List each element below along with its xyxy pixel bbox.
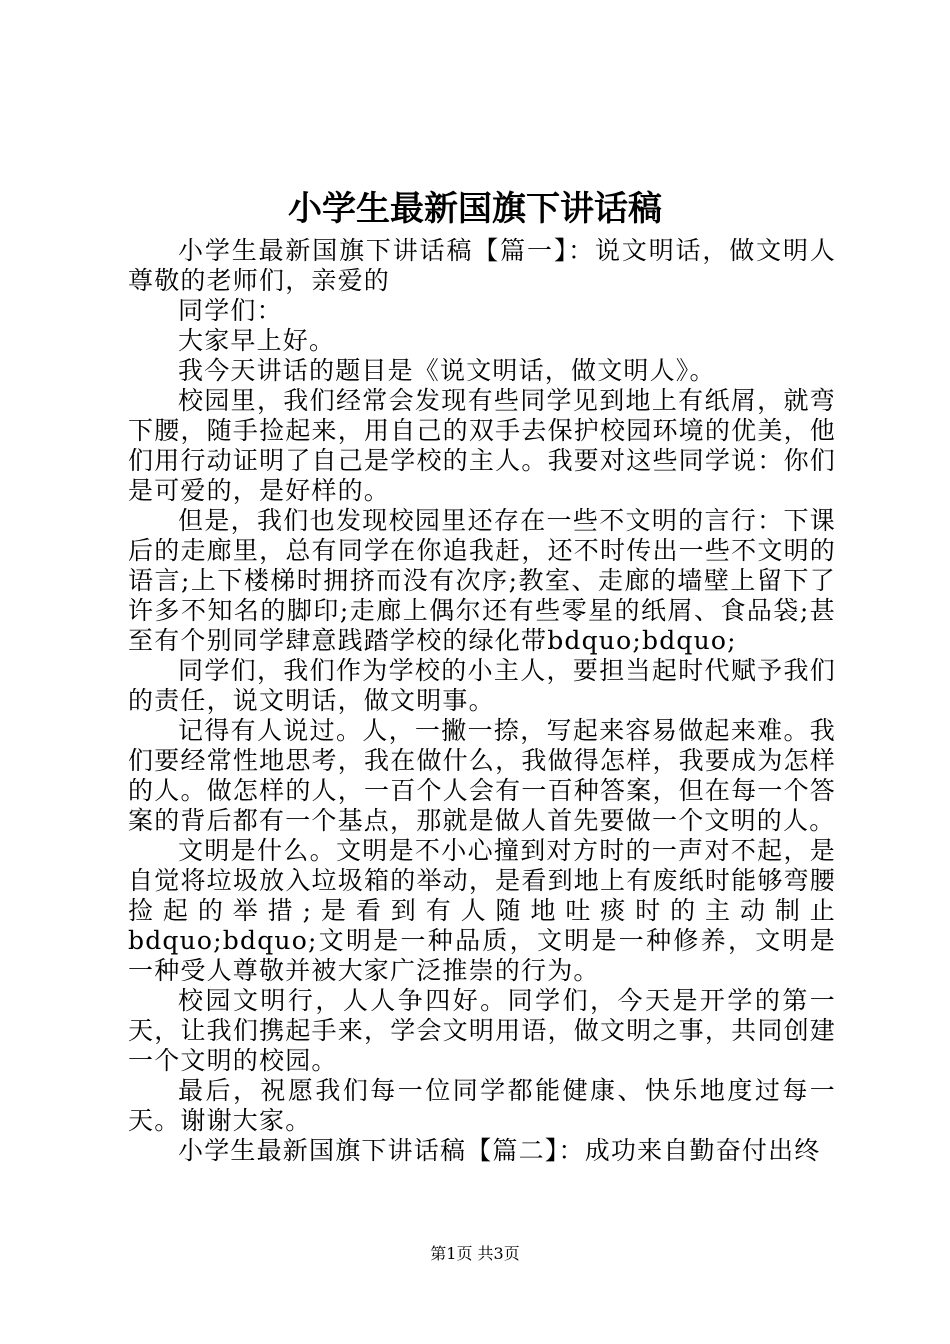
paragraph-8: 记得有人说过。人，一撇一捺，写起来容易做起来难。我们要经常性地思考，我在做什么，我做得怎样，我要成为怎样的人。做怎样的人，一百个人会有一百种答案，但在每一个答案的背后都有一个基点，那就是做人首先要做一个文明的人。 [128,716,836,835]
paragraph-10: 校园文明行，人人争四好。同学们，今天是开学的第一天，让我们携起手来，学会文明用语，做文明之事，共同创建一个文明的校园。 [128,986,836,1075]
page-footer: 第1页 共3页 [430,1244,520,1263]
paragraph-12: 小学生最新国旗下讲话稿【篇二】：成功来自勤奋付出终 [178,1136,821,1165]
paragraph-2: 同学们： [178,296,283,325]
paragraph-4: 我今天讲话的题目是《说文明话，做文明人》。 [178,356,716,385]
paragraph-7: 同学们，我们作为学校的小主人，要担当起时代赋予我们的责任，说文明话，做文明事。 [128,656,836,715]
paragraph-11: 最后，祝愿我们每一位同学都能健康、快乐地度过每一天。谢谢大家。 [128,1076,836,1135]
document-body [128,236,836,1166]
paragraph-1: 小学生最新国旗下讲话稿【篇一】：说文明话，做文明人尊敬的老师们，亲爱的 [128,236,836,295]
paragraph-9: 文明是什么。文明是不小心撞到对方时的一声对不起，是自觉将垃圾放入垃圾箱的举动，是看到地上有废纸时能够弯腰捡起的举措;是看到有人随地吐痰时的主动制止bdquo;bdquo;文明是一种品质，文明是一种修养，文明是一种受人尊敬并被大家广泛推崇的行为。 [128,836,836,985]
paragraph-5: 校园里，我们经常会发现有些同学见到地上有纸屑，就弯下腰，随手捡起来，用自己的双手去保护校园环境的优美，他们用行动证明了自己是学校的主人。我要对这些同学说：你们是可爱的，是好样的。 [128,386,836,505]
page-title: 小学生最新国旗下讲话稿 [288,189,662,229]
paragraph-6: 但是，我们也发现校园里还存在一些不文明的言行：下课后的走廊里，总有同学在你追我赶，还不时传出一些不文明的语言;上下楼梯时拥挤而没有次序;教室、走廊的墙壁上留下了许多不知名的脚印;走廊上偶尔还有些零星的纸屑、食品袋;甚至有个别同学肆意践踏学校的绿化带bdquo;bdquo; [128,506,836,655]
paragraph-3: 大家早上好。 [178,326,336,355]
